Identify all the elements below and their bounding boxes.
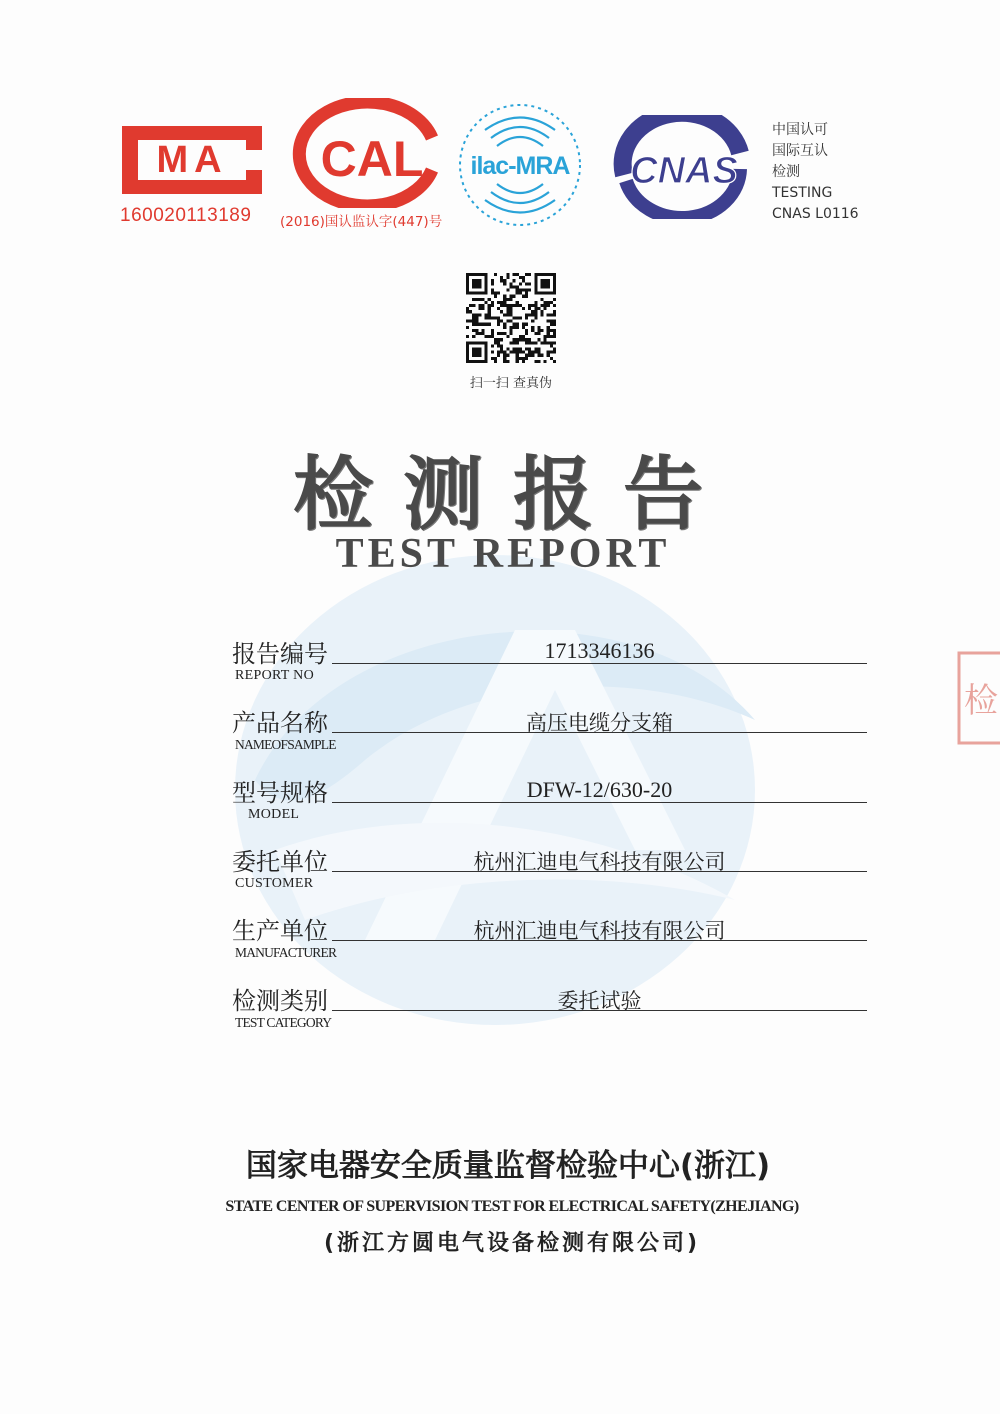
svg-text:检: 检: [964, 681, 998, 721]
ilac-logo-text: ilac-MRA: [470, 152, 570, 180]
field-value: DFW-12/630-20: [526, 777, 673, 802]
field-label-cn: 检测类别: [232, 987, 328, 1015]
field-customer: [230, 842, 870, 906]
field-label-cn: 产品名称: [232, 709, 328, 737]
qr-caption: 扫一扫 查真伪: [469, 376, 553, 391]
cnas-logo-text: CNAS: [630, 150, 738, 192]
cnas-line: 检测: [772, 164, 800, 180]
cal-logo: [292, 98, 440, 208]
field-value: 委托试验: [557, 989, 642, 1013]
cnas-line: TESTING: [772, 185, 833, 201]
field-value: 杭州汇迪电气科技有限公司: [473, 850, 726, 874]
field-value: 高压电缆分支箱: [526, 711, 673, 735]
field-underline: [332, 663, 867, 664]
organization-name-en: STATE CENTER OF SUPERVISION TEST FOR ELECTRICAL SAFETY(ZHEJIANG): [225, 1198, 799, 1215]
field-value: 杭州汇迪电气科技有限公司: [473, 919, 726, 943]
field-underline: [332, 871, 867, 872]
report-title-cn: 检测报告: [293, 447, 733, 541]
field-underline: [332, 802, 867, 803]
cnas-logo: [612, 115, 754, 219]
field-label-en: MANUFACTURER: [235, 945, 337, 960]
field-label-en: CUSTOMER: [235, 876, 314, 891]
cal-logo-text: CAL: [320, 131, 424, 187]
seal-stamp-fragment: [956, 650, 1000, 746]
cma-number: 160020113189: [120, 205, 252, 226]
field-underline: [332, 940, 867, 941]
report-title-en: TEST REPORT: [335, 531, 671, 577]
field-label-en: REPORT NO: [235, 668, 315, 683]
ilac-mra-logo: [455, 100, 585, 230]
cnas-line: 国际互认: [772, 143, 828, 159]
field-test-category: [230, 981, 870, 1045]
cal-number: (2016)国认监认字(447)号: [280, 214, 443, 230]
cma-logo: [118, 120, 266, 200]
field-manufacturer: [230, 911, 870, 975]
field-label-cn: 生产单位: [232, 917, 328, 945]
field-label-en: MODEL: [248, 807, 300, 822]
field-label-cn: 委托单位: [232, 848, 328, 876]
field-model: [230, 773, 870, 837]
field-label-cn: 型号规格: [232, 779, 328, 807]
organization-company-cn: (浙江方圆电气设备检测有限公司): [323, 1231, 701, 1256]
field-underline: [332, 1010, 867, 1011]
cnas-line: 中国认可: [772, 122, 828, 138]
organization-name-cn: 国家电器安全质量监督检验中心(浙江): [245, 1148, 771, 1184]
field-label-en: NAMEOFSAMPLE: [235, 737, 336, 752]
field-value: 1713346136: [544, 638, 655, 663]
field-label-cn: 报告编号: [232, 640, 328, 668]
field-report-no: [230, 634, 870, 698]
cnas-line: CNAS L0116: [772, 206, 859, 222]
field-underline: [332, 732, 867, 733]
ma-logo-text: MA: [156, 139, 228, 181]
field-label-en: TEST CATEGORY: [235, 1015, 332, 1030]
cnas-accreditation-text: [772, 120, 859, 225]
field-sample-name: [230, 703, 870, 767]
qr-code-icon[interactable]: [466, 273, 556, 363]
